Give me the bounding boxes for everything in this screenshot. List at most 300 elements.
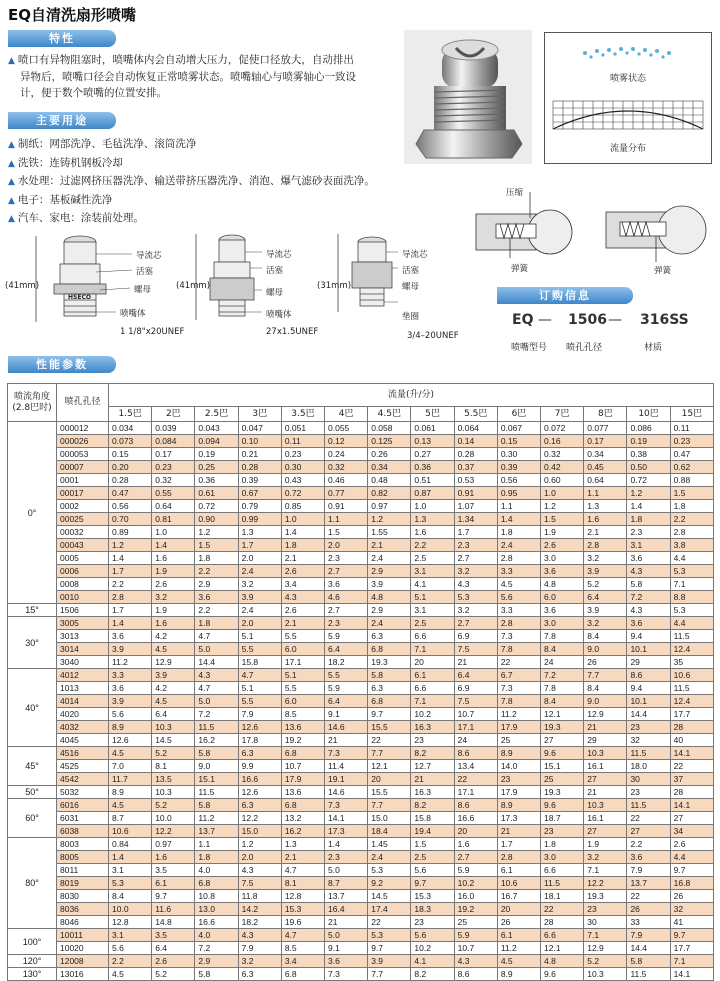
table-cell: 3.0 <box>541 552 584 565</box>
table-cell: 0.88 <box>670 474 713 487</box>
table-cell: 6.4 <box>152 708 195 721</box>
callout-label: 弹簧 <box>654 266 672 276</box>
table-cell: 0.91 <box>454 487 497 500</box>
table-cell: 0.19 <box>627 435 670 448</box>
table-cell: 7.9 <box>238 708 281 721</box>
table-cell: 27 <box>584 773 627 786</box>
table-cell: 1.1 <box>497 500 540 513</box>
bullet-icon: ▲ <box>8 214 15 224</box>
table-cell: 1.6 <box>152 617 195 630</box>
table-cell: 0.13 <box>411 435 454 448</box>
table-cell: 0.56 <box>497 474 540 487</box>
table-cell: 23 <box>541 825 584 838</box>
pressure-header: 2.5巴 <box>195 407 238 422</box>
table-cell: 2.7 <box>325 604 368 617</box>
table-cell: 21 <box>584 786 627 799</box>
table-cell: 1.2 <box>238 838 281 851</box>
table-cell: 8.9 <box>497 799 540 812</box>
table-cell: 16.0 <box>454 890 497 903</box>
table-cell: 23 <box>411 734 454 747</box>
table-cell: 0.23 <box>152 461 195 474</box>
table-cell: 0.61 <box>195 487 238 500</box>
table-cell: 3.9 <box>584 565 627 578</box>
table-cell: 0.38 <box>627 448 670 461</box>
table-cell: 27 <box>670 812 713 825</box>
features-text <box>8 52 356 101</box>
table-cell: 23 <box>497 773 540 786</box>
table-cell: 12.8 <box>109 916 152 929</box>
table-cell: 27 <box>627 825 670 838</box>
table-cell: 2.3 <box>325 851 368 864</box>
table-cell: 6.1 <box>411 669 454 682</box>
angle-cell: 15° <box>8 604 57 617</box>
table-cell: 6.8 <box>281 968 324 981</box>
table-cell: 8.9 <box>497 747 540 760</box>
table-cell: 7.8 <box>541 682 584 695</box>
table-cell: 0.051 <box>281 422 324 435</box>
table-cell: 10.0 <box>152 812 195 825</box>
table-cell: 12.6 <box>109 734 152 747</box>
table-cell: 13.0 <box>195 903 238 916</box>
table-cell: 8.6 <box>627 669 670 682</box>
table-cell: 6.4 <box>152 942 195 955</box>
table-cell: 9.4 <box>627 682 670 695</box>
table-cell: 10.6 <box>670 669 713 682</box>
table-cell: 2.8 <box>497 552 540 565</box>
angle-cell: 60° <box>8 799 57 838</box>
table-cell: 4.8 <box>368 591 411 604</box>
table-cell: 3.4 <box>281 955 324 968</box>
table-cell: 7.7 <box>368 799 411 812</box>
table-cell: 8.7 <box>109 812 152 825</box>
table-cell: 26 <box>584 656 627 669</box>
table-cell: 8019 <box>57 877 109 890</box>
table-row <box>8 877 714 890</box>
table-cell: 0.27 <box>411 448 454 461</box>
table-cell: 1.4 <box>109 552 152 565</box>
table-cell: 12.4 <box>670 643 713 656</box>
table-cell: 3.9 <box>109 695 152 708</box>
table-cell: 6.0 <box>281 695 324 708</box>
table-cell: 3005 <box>57 617 109 630</box>
table-cell: 1.8 <box>195 552 238 565</box>
table-cell: 13.6 <box>281 721 324 734</box>
table-cell: 20 <box>368 773 411 786</box>
table-cell: 1.9 <box>152 565 195 578</box>
table-cell: 12.6 <box>238 786 281 799</box>
table-cell: 4.5 <box>109 968 152 981</box>
table-cell: 1.2 <box>541 500 584 513</box>
table-cell: 4.3 <box>627 565 670 578</box>
table-cell: 5.6 <box>109 942 152 955</box>
table-cell: 3.2 <box>584 617 627 630</box>
table-cell: 14.4 <box>627 942 670 955</box>
angle-cell: 120° <box>8 955 57 968</box>
table-cell: 8.4 <box>541 695 584 708</box>
table-cell: 4.7 <box>195 682 238 695</box>
table-cell: 2.1 <box>584 526 627 539</box>
table-cell: 2.9 <box>195 955 238 968</box>
table-cell: 0.53 <box>454 474 497 487</box>
table-cell: 8.9 <box>109 786 152 799</box>
table-cell: 3.1 <box>411 604 454 617</box>
table-cell: 2.3 <box>627 526 670 539</box>
table-cell: 21 <box>325 734 368 747</box>
table-cell: 5.3 <box>454 591 497 604</box>
table-cell: 1.8 <box>195 851 238 864</box>
table-cell: 0.89 <box>109 526 152 539</box>
table-cell: 18.0 <box>627 760 670 773</box>
table-cell: 10.7 <box>281 760 324 773</box>
table-cell: 8.5 <box>281 942 324 955</box>
table-cell: 7.9 <box>627 864 670 877</box>
callout-label: 螺母 <box>134 285 152 295</box>
table-cell: 4516 <box>57 747 109 760</box>
table-cell: 2.1 <box>281 617 324 630</box>
table-cell: 11.5 <box>627 747 670 760</box>
table-cell: 4.8 <box>541 578 584 591</box>
table-cell: 7.2 <box>627 591 670 604</box>
order-sub-model: 喷嘴型号 <box>511 343 548 353</box>
table-cell: 000012 <box>57 422 109 435</box>
callout-label: 活塞 <box>402 266 420 276</box>
table-cell: 1.1 <box>584 487 627 500</box>
pressure-header: 10巴 <box>627 407 670 422</box>
table-cell: 1.5 <box>195 539 238 552</box>
callout-label: 喷嘴体 <box>266 310 292 320</box>
table-cell: 10.6 <box>497 877 540 890</box>
table-cell: 30 <box>584 916 627 929</box>
table-cell: 2.6 <box>152 578 195 591</box>
table-cell: 8003 <box>57 838 109 851</box>
table-cell: 22 <box>541 903 584 916</box>
table-cell: 0005 <box>57 552 109 565</box>
table-cell: 1.8 <box>195 617 238 630</box>
table-cell: 2.0 <box>238 552 281 565</box>
table-cell: 0.15 <box>109 448 152 461</box>
table-cell: 5.5 <box>238 643 281 656</box>
table-cell: 3.6 <box>109 630 152 643</box>
table-cell: 3.8 <box>670 539 713 552</box>
table-cell: 5.2 <box>152 799 195 812</box>
table-cell: 0006 <box>57 565 109 578</box>
table-cell: 2.8 <box>109 591 152 604</box>
table-cell: 0.043 <box>195 422 238 435</box>
table-cell: 3.4 <box>281 578 324 591</box>
table-cell: 11.2 <box>109 656 152 669</box>
table-cell: 5.1 <box>238 682 281 695</box>
table-row <box>8 903 714 916</box>
table-cell: 16.3 <box>411 786 454 799</box>
table-cell: 2.8 <box>497 851 540 864</box>
callout-label: 导流芯 <box>136 251 162 261</box>
table-cell: 5.8 <box>627 955 670 968</box>
table-cell: 4020 <box>57 708 109 721</box>
table-cell: 7.1 <box>584 929 627 942</box>
table-cell: 5.8 <box>368 669 411 682</box>
order-code-model: EQ <box>512 312 534 328</box>
table-cell: 0.51 <box>411 474 454 487</box>
table-cell: 9.1 <box>325 708 368 721</box>
table-cell: 4.3 <box>454 578 497 591</box>
features-line: 计，便于数个喷嘴的位置安排。 <box>20 87 167 99</box>
table-cell: 14.8 <box>152 916 195 929</box>
table-cell: 7.1 <box>670 955 713 968</box>
table-cell: 10.1 <box>627 643 670 656</box>
callout-label: 活塞 <box>136 267 154 277</box>
table-cell: 15.8 <box>238 656 281 669</box>
table-cell: 4.8 <box>541 955 584 968</box>
table-cell: 14.6 <box>325 786 368 799</box>
table-cell: 0.36 <box>195 474 238 487</box>
table-cell: 1.3 <box>584 500 627 513</box>
table-row <box>8 526 714 539</box>
table-cell: 0.91 <box>325 500 368 513</box>
table-cell: 4.3 <box>454 955 497 968</box>
table-cell: 0.16 <box>541 435 584 448</box>
pressure-header: 5.5巴 <box>454 407 497 422</box>
table-cell: 1.2 <box>109 539 152 552</box>
table-cell: 0.43 <box>281 474 324 487</box>
table-cell: 9.7 <box>670 929 713 942</box>
table-cell: 13.7 <box>325 890 368 903</box>
code-dash: — <box>608 312 622 328</box>
table-cell: 7.9 <box>627 929 670 942</box>
flow-header: 流量(升/分) <box>109 384 714 407</box>
table-cell: 7.7 <box>584 669 627 682</box>
table-cell: 7.8 <box>497 695 540 708</box>
table-cell: 5.2 <box>584 955 627 968</box>
table-cell: 6.9 <box>454 682 497 695</box>
table-cell: 2.5 <box>411 851 454 864</box>
table-cell: 2.1 <box>281 851 324 864</box>
table-cell: 0.28 <box>238 461 281 474</box>
table-cell: 8.9 <box>109 721 152 734</box>
table-cell: 2.4 <box>368 851 411 864</box>
table-cell: 1.34 <box>454 513 497 526</box>
table-cell: 8.2 <box>411 968 454 981</box>
table-cell: 25 <box>541 773 584 786</box>
table-cell: 22 <box>368 916 411 929</box>
pressure-header: 4.5巴 <box>368 407 411 422</box>
table-cell: 0.055 <box>325 422 368 435</box>
table-cell: 2.0 <box>325 539 368 552</box>
table-cell: 14.2 <box>238 903 281 916</box>
table-cell: 1.55 <box>368 526 411 539</box>
table-cell: 29 <box>584 734 627 747</box>
table-cell: 10011 <box>57 929 109 942</box>
table-cell: 7.1 <box>670 578 713 591</box>
table-cell: 4.1 <box>411 578 454 591</box>
table-cell: 11.2 <box>497 708 540 721</box>
table-cell: 0.084 <box>152 435 195 448</box>
table-cell: 4.4 <box>670 552 713 565</box>
table-cell: 0.11 <box>670 422 713 435</box>
table-row <box>8 500 714 513</box>
table-cell: 3.3 <box>497 604 540 617</box>
table-cell: 9.6 <box>541 747 584 760</box>
table-cell: 17.1 <box>454 786 497 799</box>
table-row <box>8 838 714 851</box>
table-cell: 4.7 <box>281 929 324 942</box>
table-cell: 6.0 <box>541 591 584 604</box>
table-cell: 41 <box>670 916 713 929</box>
table-cell: 9.7 <box>411 877 454 890</box>
table-row <box>8 487 714 500</box>
table-cell: 1.5 <box>541 513 584 526</box>
table-cell: 9.1 <box>325 942 368 955</box>
table-cell: 4.4 <box>670 851 713 864</box>
table-cell: 4.0 <box>195 929 238 942</box>
table-row <box>8 643 714 656</box>
features-line: 喷口有异物阻塞时，喷嘴体内会自动增大压力，促使口径放大，自动排出 <box>17 54 354 66</box>
callout-label: 活塞 <box>266 266 284 276</box>
table-cell: 5.6 <box>109 708 152 721</box>
table-cell: 7.3 <box>497 682 540 695</box>
table-cell: 2.5 <box>411 617 454 630</box>
table-cell: 15.3 <box>411 890 454 903</box>
table-cell: 4.5 <box>152 643 195 656</box>
table-cell: 24 <box>454 734 497 747</box>
table-cell: 4.2 <box>152 630 195 643</box>
table-cell: 6.3 <box>238 799 281 812</box>
table-cell: 0.067 <box>497 422 540 435</box>
table-cell: 0.077 <box>584 422 627 435</box>
table-row <box>8 929 714 942</box>
table-cell: 0.46 <box>325 474 368 487</box>
table-cell: 5.6 <box>411 864 454 877</box>
table-cell: 25 <box>454 916 497 929</box>
table-cell: 13.5 <box>152 773 195 786</box>
table-cell: 6.1 <box>497 864 540 877</box>
table-cell: 13.7 <box>195 825 238 838</box>
table-cell: 1.7 <box>109 604 152 617</box>
table-cell: 14.5 <box>152 734 195 747</box>
table-cell: 3.3 <box>497 565 540 578</box>
table-cell: 0.36 <box>411 461 454 474</box>
table-cell: 8005 <box>57 851 109 864</box>
table-cell: 2.2 <box>195 604 238 617</box>
table-cell: 3.9 <box>109 643 152 656</box>
table-cell: 13.4 <box>454 760 497 773</box>
table-cell: 9.0 <box>195 760 238 773</box>
table-row <box>8 604 714 617</box>
table-row <box>8 916 714 929</box>
table-cell: 6.8 <box>281 747 324 760</box>
table-cell: 000053 <box>57 448 109 461</box>
table-cell: 3.9 <box>152 669 195 682</box>
table-row <box>8 799 714 812</box>
table-cell: 16.6 <box>454 812 497 825</box>
table-cell: 1.4 <box>325 838 368 851</box>
table-row <box>8 461 714 474</box>
table-cell: 6.8 <box>195 877 238 890</box>
table-cell: 4.3 <box>238 864 281 877</box>
table-cell: 2.8 <box>497 617 540 630</box>
table-cell: 0.21 <box>238 448 281 461</box>
table-cell: 0.81 <box>152 513 195 526</box>
table-cell: 5.5 <box>281 630 324 643</box>
table-cell: 0.39 <box>497 461 540 474</box>
table-cell: 6.7 <box>497 669 540 682</box>
table-cell: 00007 <box>57 461 109 474</box>
table-cell: 0.125 <box>368 435 411 448</box>
table-cell: 10020 <box>57 942 109 955</box>
table-cell: 3.6 <box>627 552 670 565</box>
table-cell: 4045 <box>57 734 109 747</box>
table-cell: 9.6 <box>541 968 584 981</box>
table-cell: 26 <box>670 890 713 903</box>
order-sub-material: 材质 <box>644 343 663 353</box>
table-cell: 23 <box>411 916 454 929</box>
table-cell: 2.7 <box>454 552 497 565</box>
table-cell: 5.8 <box>195 968 238 981</box>
table-cell: 0.50 <box>627 461 670 474</box>
table-row <box>8 695 714 708</box>
table-cell: 2.8 <box>584 539 627 552</box>
table-cell: 3.2 <box>454 604 497 617</box>
table-cell: 2.4 <box>238 565 281 578</box>
table-cell: 6038 <box>57 825 109 838</box>
table-cell: 0.97 <box>152 838 195 851</box>
table-cell: 0.25 <box>195 461 238 474</box>
table-cell: 0008 <box>57 578 109 591</box>
table-cell: 1.4 <box>281 526 324 539</box>
table-cell: 17.4 <box>368 903 411 916</box>
table-cell: 0.87 <box>411 487 454 500</box>
table-cell: 2.7 <box>454 617 497 630</box>
table-cell: 1.4 <box>627 500 670 513</box>
table-cell: 3.1 <box>627 539 670 552</box>
table-cell: 26 <box>627 903 670 916</box>
table-cell: 2.8 <box>670 526 713 539</box>
angle-cell: 30° <box>8 617 57 669</box>
table-cell: 0.48 <box>368 474 411 487</box>
table-cell: 8011 <box>57 864 109 877</box>
table-row <box>8 812 714 825</box>
table-cell: 5.1 <box>411 591 454 604</box>
table-cell: 0.70 <box>109 513 152 526</box>
table-cell: 2.2 <box>670 513 713 526</box>
table-cell: 3.6 <box>195 591 238 604</box>
table-cell: 10.3 <box>152 721 195 734</box>
table-cell: 10.3 <box>584 799 627 812</box>
table-cell: 19.2 <box>281 734 324 747</box>
table-cell: 5.2 <box>152 747 195 760</box>
table-cell: 11.5 <box>627 968 670 981</box>
table-cell: 12.7 <box>411 760 454 773</box>
features-line: 异物后，喷嘴口径会自动恢复正常喷雾状态。喷嘴轴心与喷雾轴心一致设 <box>20 71 356 83</box>
table-cell: 18.7 <box>541 812 584 825</box>
table-cell: 0.64 <box>584 474 627 487</box>
table-cell: 4525 <box>57 760 109 773</box>
table-cell: 3.6 <box>325 955 368 968</box>
table-row <box>8 955 714 968</box>
table-cell: 1.6 <box>152 851 195 864</box>
list-item: ▲ 水处理：过滤网挤压器洗净、输送带挤压器洗净、消泡、爆气滤砂表面洗净。 <box>8 175 375 187</box>
table-cell: 7.7 <box>368 747 411 760</box>
table-cell: 0.67 <box>238 487 281 500</box>
table-cell: 22 <box>627 890 670 903</box>
table-cell: 12.9 <box>152 656 195 669</box>
table-cell: 26 <box>497 916 540 929</box>
table-cell: 15.5 <box>368 721 411 734</box>
table-cell: 9.7 <box>670 864 713 877</box>
table-cell: 6.6 <box>411 682 454 695</box>
table-row <box>8 734 714 747</box>
table-cell: 32 <box>627 734 670 747</box>
table-cell: 11.2 <box>195 812 238 825</box>
